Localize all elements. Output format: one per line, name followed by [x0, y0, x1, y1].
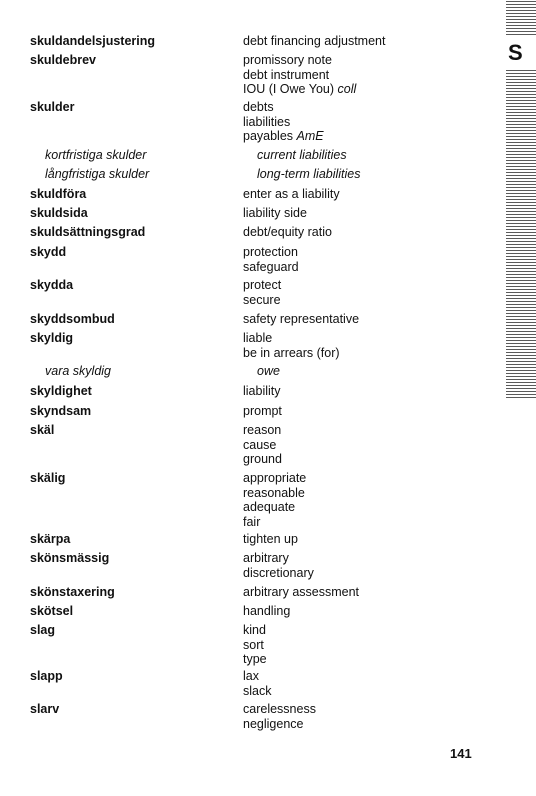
translation-text: liable — [243, 331, 273, 345]
translation-line — [243, 53, 356, 68]
translation-block — [243, 551, 314, 580]
translation-text: handling — [243, 604, 291, 618]
translation-line — [243, 129, 324, 144]
headword: skuldandelsjustering — [30, 34, 156, 48]
translation-line — [243, 34, 385, 49]
headword: skuldebrev — [30, 53, 97, 67]
headword: skyldig — [30, 331, 74, 345]
translation-line — [243, 423, 282, 438]
translation-line — [243, 115, 324, 130]
headword: skyndsam — [30, 404, 92, 418]
translation-text: liability side — [243, 206, 307, 220]
translation-line — [243, 515, 306, 530]
translation-text: adequate — [243, 500, 296, 514]
translation-block — [243, 100, 324, 144]
translation-text: carelessness — [243, 702, 316, 716]
translation-text: IOU (I Owe You) — [243, 82, 335, 96]
headword: skuldsida — [30, 206, 88, 220]
translation-line — [257, 364, 280, 379]
translation-block — [243, 623, 267, 667]
translation-line — [243, 669, 271, 684]
translation-block — [243, 471, 306, 529]
translation-text: type — [243, 652, 267, 666]
translation-block — [257, 364, 280, 379]
translation-block — [243, 53, 356, 97]
headword: skönsmässig — [30, 551, 110, 565]
translation-line — [243, 717, 316, 732]
translation-line — [243, 346, 340, 361]
translation-block — [243, 423, 282, 467]
thumb-index-letter: S — [508, 40, 523, 65]
translation-text: kind — [243, 623, 266, 637]
translation-text: sort — [243, 637, 264, 652]
translation-line — [243, 452, 282, 467]
translation-text: debt financing adjustment — [243, 34, 386, 48]
translation-line — [243, 486, 306, 501]
translation-text: promissory note — [243, 53, 332, 67]
translation-line — [243, 551, 314, 566]
headword: skydda — [30, 278, 74, 292]
translation-text: reasonable — [243, 485, 305, 500]
headword: skäl — [30, 423, 55, 437]
translation-line — [243, 82, 356, 97]
headword: skönstaxering — [30, 585, 115, 599]
subentry-term: kortfristiga skulder — [45, 148, 147, 162]
translation-text: ground — [243, 452, 282, 466]
translation-text: owe — [257, 364, 280, 378]
translation-line — [243, 312, 359, 327]
translation-text: cause — [243, 437, 277, 452]
headword: skuldsättningsgrad — [30, 225, 146, 239]
translation-line — [243, 206, 307, 221]
page-number: 141 — [450, 746, 472, 761]
headword: skälig — [30, 471, 66, 485]
headword: skydd — [30, 245, 67, 259]
translation-text: safeguard — [243, 259, 299, 274]
translation-line — [243, 702, 316, 717]
translation-line — [243, 384, 281, 399]
subentry-term: vara skyldig — [45, 364, 111, 378]
translation-line — [243, 471, 306, 486]
translation-line — [243, 652, 267, 667]
translation-block — [243, 404, 282, 419]
translation-block — [243, 312, 359, 327]
translation-text: liability — [243, 384, 281, 398]
translation-text: debt/equity ratio — [243, 225, 332, 239]
translation-line — [243, 245, 299, 260]
translation-line — [257, 148, 347, 163]
headword: slarv — [30, 702, 60, 716]
translation-text: secure — [243, 292, 281, 307]
translation-text: negligence — [243, 716, 304, 731]
headword: skötsel — [30, 604, 74, 618]
translation-text: reason — [243, 423, 282, 437]
translation-text: arbitrary — [243, 551, 289, 565]
translation-block — [257, 167, 361, 182]
translation-line — [243, 566, 314, 581]
translation-block — [243, 669, 271, 698]
translation-line — [243, 187, 340, 202]
translation-line — [243, 438, 282, 453]
translation-line — [243, 100, 324, 115]
translation-line — [243, 225, 332, 240]
translation-block — [243, 225, 332, 240]
translation-line — [243, 532, 298, 547]
translation-line — [243, 585, 359, 600]
translation-text: payables — [243, 129, 294, 143]
translation-block — [257, 148, 347, 163]
headword: skyddsombud — [30, 312, 115, 326]
translation-block — [243, 532, 298, 547]
translation-text: tighten up — [243, 532, 298, 546]
translation-block — [243, 206, 307, 221]
translation-text: appropriate — [243, 471, 307, 485]
translation-block — [243, 187, 340, 202]
translation-line — [257, 167, 361, 182]
translation-text: enter as a liability — [243, 187, 340, 201]
translation-text: liabilities — [243, 114, 291, 129]
translation-text: safety representative — [243, 312, 360, 326]
translation-line — [243, 500, 306, 515]
translation-line — [243, 684, 271, 699]
translation-text: fair — [243, 514, 261, 529]
translation-line — [243, 293, 281, 308]
usage-label: coll — [337, 82, 357, 96]
usage-label: AmE — [296, 129, 324, 143]
translation-line — [243, 260, 299, 275]
translation-line — [243, 278, 281, 293]
translation-block — [243, 245, 299, 274]
translation-text: long-term liabilities — [257, 167, 361, 181]
translation-text: current liabilities — [257, 148, 347, 162]
translation-text: debt instrument — [243, 67, 330, 82]
translation-text: discretionary — [243, 565, 314, 580]
translation-text: prompt — [243, 404, 282, 418]
subentry-term: långfristiga skulder — [45, 167, 150, 181]
translation-block — [243, 278, 281, 307]
translation-block — [243, 384, 281, 399]
translation-line — [243, 623, 267, 638]
translation-text: protect — [243, 278, 282, 292]
translation-block — [243, 34, 385, 49]
headword: skulder — [30, 100, 75, 114]
translation-line — [243, 68, 356, 83]
headword: skärpa — [30, 532, 71, 546]
translation-text: slack — [243, 683, 272, 698]
headword: skuldföra — [30, 187, 87, 201]
translation-text: be in arrears (for) — [243, 345, 340, 360]
headword: skyldighet — [30, 384, 92, 398]
translation-text: debts — [243, 100, 274, 114]
translation-block — [243, 585, 359, 600]
headword: slag — [30, 623, 56, 637]
translation-text: arbitrary assessment — [243, 585, 360, 599]
translation-line — [243, 604, 290, 619]
translation-block — [243, 604, 290, 619]
translation-text: lax — [243, 669, 259, 683]
headword: slapp — [30, 669, 63, 683]
translation-text: protection — [243, 245, 298, 259]
translation-block — [243, 331, 340, 360]
translation-block — [243, 702, 316, 731]
translation-line — [243, 404, 282, 419]
translation-line — [243, 331, 340, 346]
translation-line — [243, 638, 267, 653]
